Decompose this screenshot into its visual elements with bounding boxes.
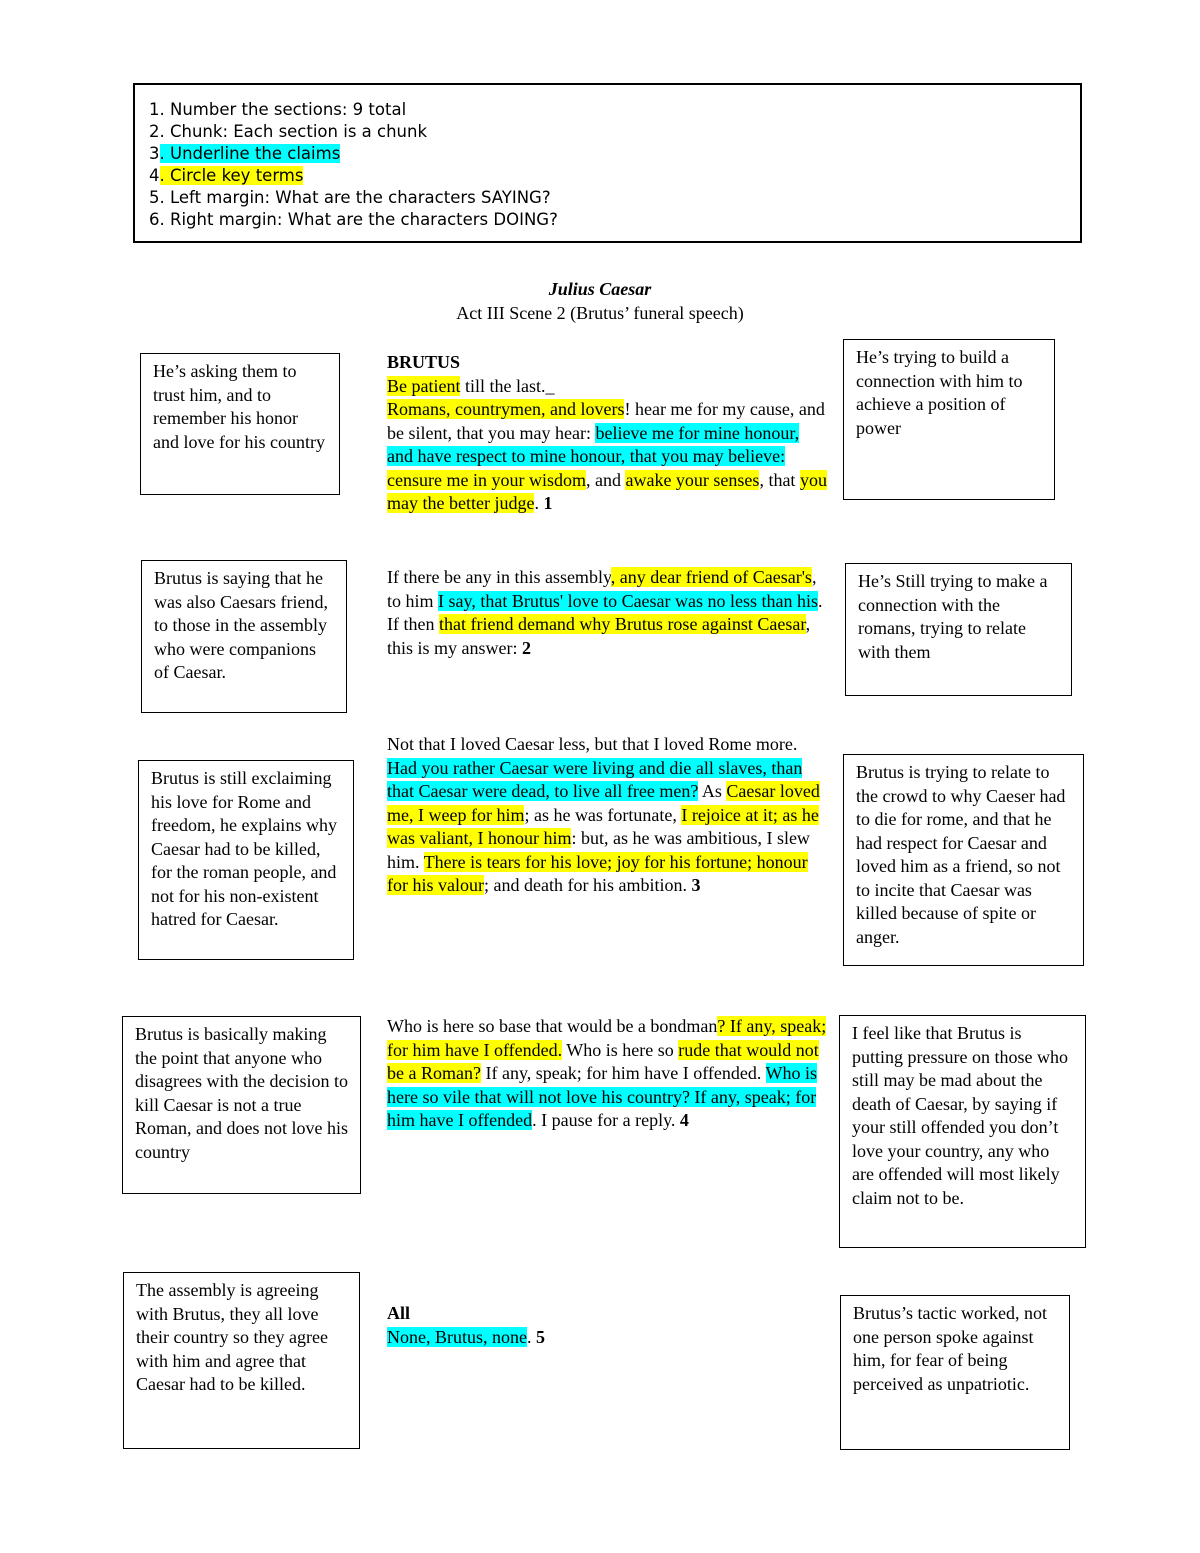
instruction-3: 3. Underline the claims <box>149 144 341 163</box>
speech-section-4 <box>387 1015 827 1133</box>
speech-segment: There is tears for his love; joy for his fortune; honour for his valour <box>387 851 808 895</box>
right-note-2: He’s Still trying to make a connection with the romans, trying to relate with them <box>845 563 1072 696</box>
speaker-name: BRUTUS <box>387 352 461 372</box>
section-number: 3 <box>691 875 701 895</box>
speech-segment: As <box>698 781 727 801</box>
speaker-name: All <box>387 1303 411 1323</box>
instructions-box <box>133 83 1082 243</box>
speech-segment: , any dear friend of Caesar's <box>610 567 812 587</box>
speech-segment: , that <box>759 469 800 490</box>
speech-segment: . <box>534 493 544 513</box>
speech-segment: Had you rather Caesar were living and die all slaves, than that Caesar were dead, to live all free men? <box>387 757 803 801</box>
speech-segment: : but, as he was ambitious, I slew him. <box>387 828 810 872</box>
speech-segment: till the last._ <box>460 375 555 396</box>
speech-segment: Not that I loved Caesar less, but that I loved Rome more. <box>387 734 798 754</box>
speech-section-1 <box>387 351 827 516</box>
speech-section-2 <box>387 566 827 660</box>
section-number: 5 <box>535 1326 545 1347</box>
instruction-2: 2. Chunk: Each section is a chunk <box>149 122 428 141</box>
section-number: 2 <box>522 637 531 658</box>
instruction-5: 5. Left margin: What are the characters SAYING? <box>149 188 551 207</box>
right-note-3: Brutus is trying to relate to the crowd to why Caeser had to die for rome, and that he had respect for Caesar and loved him as a friend, so not to incite that Caesar was killed because of spite or anger. <box>843 754 1084 966</box>
speech-segment: Be patient <box>387 375 461 396</box>
speech-text <box>387 1015 827 1133</box>
speech-segment: awake your senses <box>625 469 760 490</box>
speech-section-5 <box>387 1302 827 1349</box>
left-note-3: Brutus is still exclaiming his love for Rome and freedom, he explains why Caesar had to be killed, for the roman people, and not for his non-existent hatred for Caesar. <box>138 760 354 960</box>
speech-text <box>387 566 827 660</box>
speech-text <box>387 1326 827 1350</box>
speech-segment: If there be any in this assembly <box>387 567 611 587</box>
speech-segment: , this is my answer: <box>387 614 811 658</box>
speech-segment: censure me in your wisdom <box>387 469 586 490</box>
speech-segment: Who is here so <box>562 1039 679 1060</box>
section-number: 4 <box>679 1110 689 1130</box>
page-title: Julius Caesar <box>548 279 652 299</box>
instruction-6: 6. Right margin: What are the characters DOING? <box>149 210 558 229</box>
speech-segment: . I pause for a reply. <box>532 1110 680 1130</box>
speech-segment: , to him <box>387 567 817 611</box>
speech-segment: ! hear me for my cause, and be silent, that you may hear: <box>387 399 825 443</box>
speech-segment: Who is here so vile that will not love his country? If any, speak; for him have I offended <box>387 1063 818 1130</box>
instruction-4: 4. Circle key terms <box>149 166 304 185</box>
speech-text <box>387 733 827 898</box>
speech-segment: I say, that Brutus' love to Caesar was no less than his <box>438 590 819 611</box>
section-number: 1 <box>543 493 553 513</box>
speech-segment: Romans, countrymen, and lovers <box>387 399 625 419</box>
speech-segment: , and <box>585 469 626 490</box>
speech-segment: Who is here so base that would be a bondman <box>387 1016 718 1036</box>
left-note-1: He’s asking them to trust him, and to remember his honor and love for his country <box>140 353 340 495</box>
speech-segment: believe me for mine honour, and have respect to mine honour, that you may believe: <box>387 422 800 466</box>
instruction-1: 1. Number the sections: 9 total <box>149 100 407 119</box>
left-note-4: Brutus is basically making the point that anyone who disagrees with the decision to kill Caesar is not a true Roman, and does not love his country <box>122 1016 361 1194</box>
left-note-5: The assembly is agreeing with Brutus, they all love their country so they agree with him and agree that Caesar had to be killed. <box>123 1272 360 1449</box>
speech-segment: rude that would not be a Roman? <box>387 1039 819 1083</box>
speech-section-3 <box>387 733 827 898</box>
speech-text <box>387 375 827 516</box>
left-note-2: Brutus is saying that he was also Caesars friend, to those in the assembly who were companions of Caesar. <box>141 560 347 713</box>
speech-segment: ? If any, speak; for him have I offended. <box>387 1016 827 1060</box>
speech-segment: I rejoice at it; as he was valiant, I honour him <box>387 804 819 848</box>
speech-segment: you may the better judge <box>387 469 827 513</box>
right-note-4: I feel like that Brutus is putting pressure on those who still may be mad about the death of Caesar, by saying if your still offended you don’t love your country, any who are offended will most likely claim not to be. <box>839 1015 1086 1248</box>
speech-segment: If any, speak; for him have I offended. <box>480 1063 766 1083</box>
speech-segment: ; and death for his ambition. <box>483 875 692 895</box>
right-note-5: Brutus’s tactic worked, not one person spoke against him, for fear of being perceived as unpatriotic. <box>840 1295 1070 1450</box>
speech-segment: . If then <box>387 590 823 634</box>
speech-segment: . <box>526 1326 536 1347</box>
speech-segment: Caesar loved me, I weep for him <box>387 781 820 825</box>
speech-segment: None, Brutus, none <box>387 1326 527 1347</box>
page-subtitle: Act III Scene 2 (Brutus’ funeral speech) <box>456 303 744 323</box>
right-note-1: He’s trying to build a connection with him to achieve a position of power <box>843 339 1055 500</box>
speech-segment: that friend demand why Brutus rose against Caesar <box>438 614 806 634</box>
speech-segment: ; as he was fortunate, <box>524 804 682 825</box>
